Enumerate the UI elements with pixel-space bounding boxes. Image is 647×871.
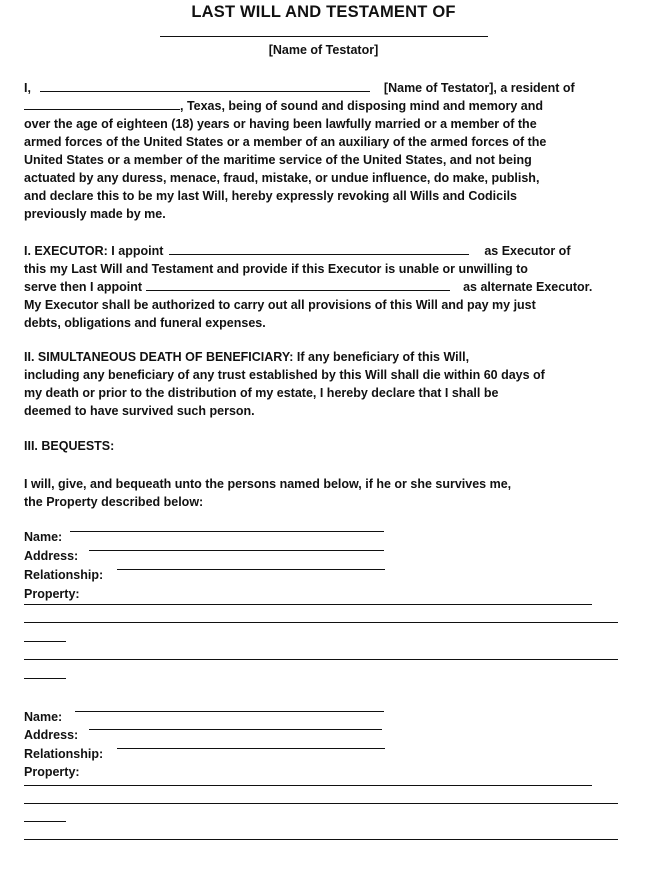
document-subtitle: [Name of Testator]	[268, 43, 379, 57]
beneficiary1-property-line-2[interactable]	[24, 622, 618, 623]
beneficiary2-name-label: Name:	[24, 710, 63, 724]
beneficiary2-property-line-4[interactable]	[24, 839, 618, 840]
beneficiary1-property-line-5[interactable]	[24, 678, 66, 679]
beneficiary2-address-label: Address:	[24, 728, 79, 742]
beneficiary2-address-field[interactable]	[89, 729, 382, 730]
beneficiary2-property-label: Property:	[24, 765, 80, 779]
testator-name-blank[interactable]	[40, 80, 370, 92]
beneficiary2-property-line-1[interactable]	[24, 785, 592, 786]
simultaneous-death-section: II. SIMULTANEOUS DEATH OF BENEFICIARY: If any beneficiary of this Will, including any beneficiary of any trust established by this Will shall die within 60 days of my death or prior to the distribution of my estate, I hereby declare that I shall be deemed to have survived such person.	[24, 350, 545, 418]
beneficiary1-property-line-3[interactable]	[24, 641, 66, 642]
beneficiary2-relationship-field[interactable]	[117, 748, 385, 749]
executor-heading: I. EXECUTOR	[24, 244, 104, 258]
simultaneous-heading: II. SIMULTANEOUS DEATH OF BENEFICIARY	[24, 350, 290, 364]
executor-blank[interactable]	[169, 243, 469, 255]
executor-section: I. EXECUTOR: I appoint as Executor of this my Last Will and Testament and provide if this Executor is unable or unwilling to serve then I appoint as alternate Executor. My Executor shall be authorized to carry out all provisions of this Will and pay my just debts, obligations and funeral expenses.	[24, 244, 593, 330]
beneficiary1-property-label: Property:	[24, 587, 80, 601]
beneficiary1-relationship-field[interactable]	[117, 569, 385, 570]
document-title: LAST WILL AND TESTAMENT OF	[191, 3, 456, 21]
bequests-intro: I will, give, and bequeath unto the persons named below, if he or she survives me, the Property described below:	[24, 477, 512, 509]
testator-name-line[interactable]	[160, 36, 488, 37]
beneficiary1-property-line-1[interactable]	[24, 604, 592, 605]
bequests-heading: III. BEQUESTS:	[24, 439, 115, 453]
beneficiary1-name-field[interactable]	[70, 531, 384, 532]
bequests-heading-block	[24, 437, 630, 455]
beneficiary1-relationship-label: Relationship:	[24, 568, 104, 582]
beneficiary2-relationship-label: Relationship:	[24, 747, 104, 761]
beneficiary1-property-line-4[interactable]	[24, 659, 618, 660]
beneficiary2-property-line-3[interactable]	[24, 821, 66, 822]
beneficiary2-property-line-2[interactable]	[24, 803, 618, 804]
beneficiary1-address-field[interactable]	[89, 550, 384, 551]
alternate-executor-blank[interactable]	[146, 279, 450, 291]
beneficiary1-name-label: Name:	[24, 530, 63, 544]
intro-paragraph: I, [Name of Testator], a resident of , Texas, being of sound and disposing mind and memory and over the age of eighteen (18) years or having been lawfully married or a member of the armed forces of the United States or a member of an auxiliary of the armed forces of the United States or a member of the maritime service of the United States, and not being actuated by any duress, menace, fraud, mistake, or undue influence, do make, publish, and declare this to be my last Will, hereby expressly revoking all Wills and Codicils previously made by me.	[24, 81, 575, 221]
beneficiary1-address-label: Address:	[24, 549, 79, 563]
beneficiary2-name-field[interactable]	[75, 711, 384, 712]
county-blank[interactable]	[24, 98, 180, 110]
